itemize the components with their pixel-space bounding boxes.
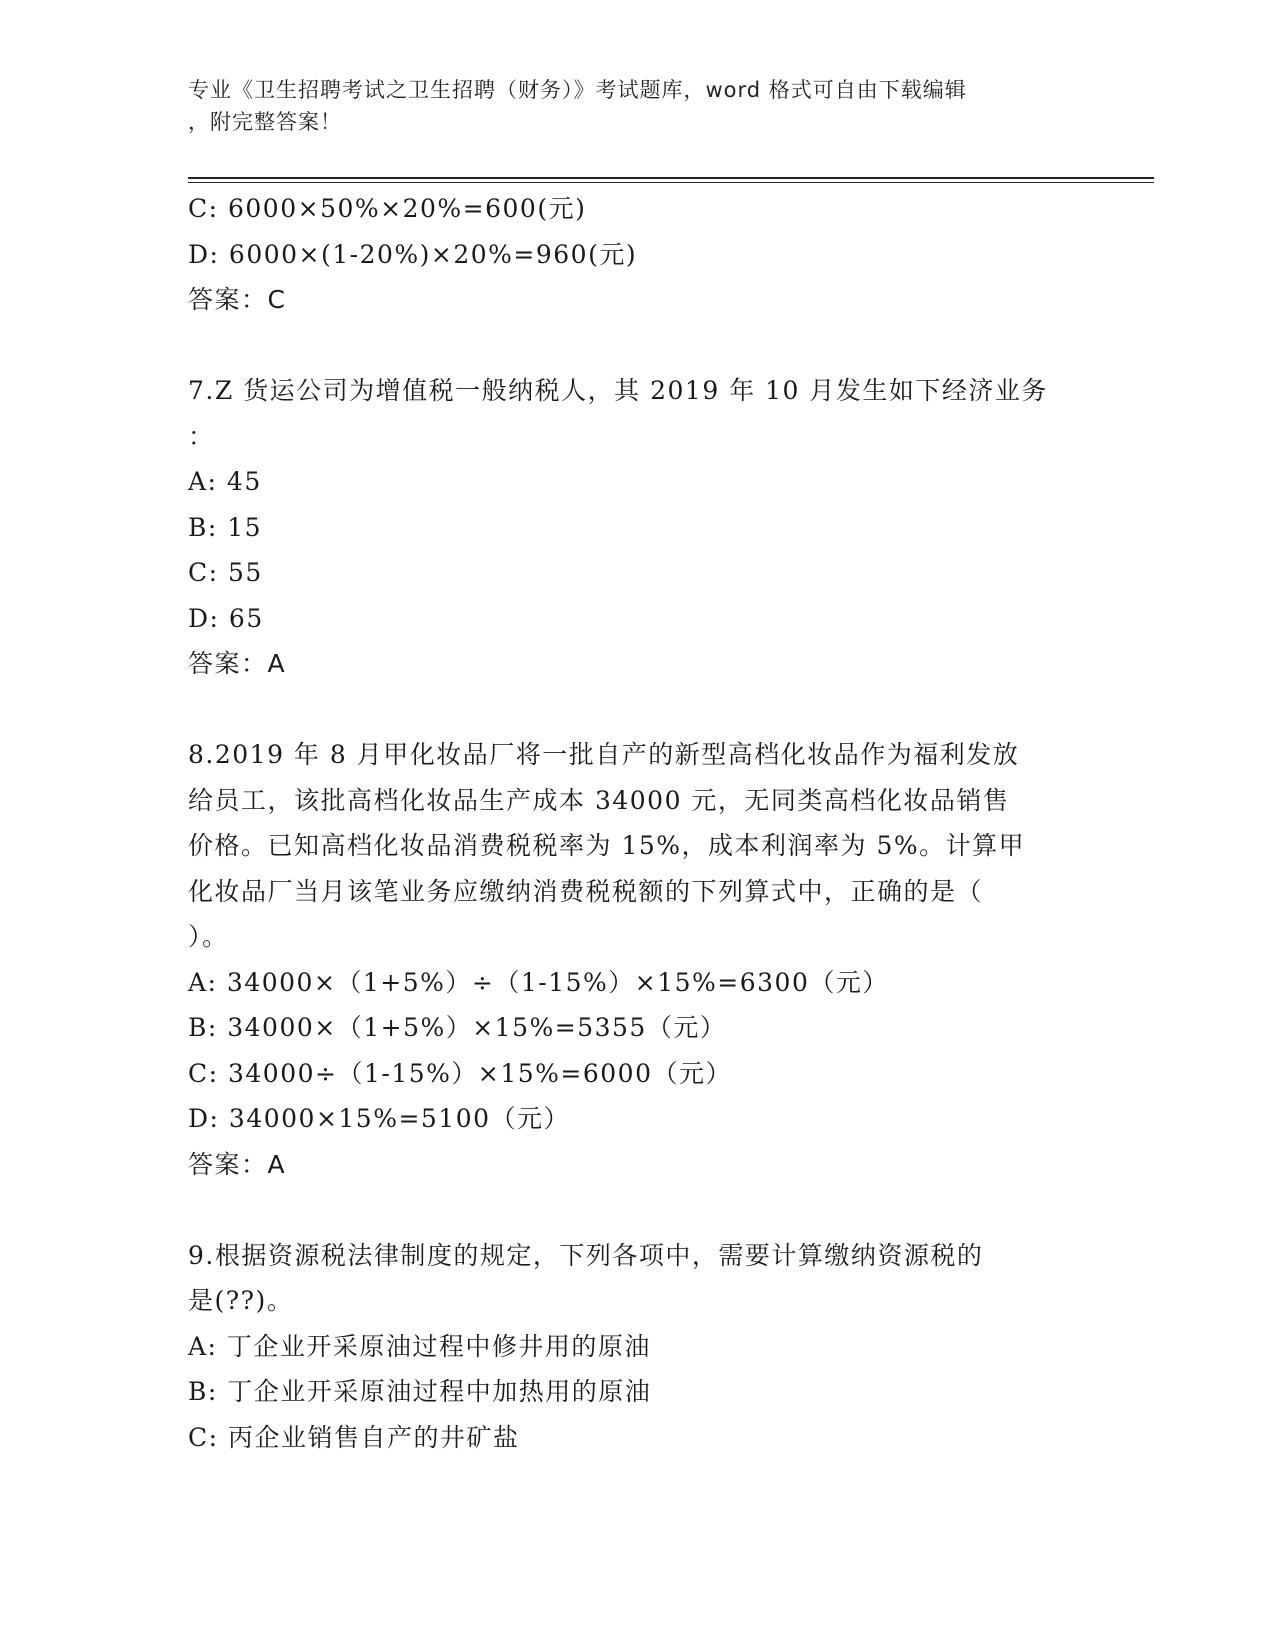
q8-stem-line-1: 8.2019 年 8 月甲化妆品厂将一批自产的新型高档化妆品作为福利发放 bbox=[188, 740, 1020, 769]
q7-option-c: C: 55 bbox=[188, 558, 263, 587]
q8-stem-line-5: ）。 bbox=[188, 922, 229, 951]
q8-stem-line-3: 价格。已知高档化妆品消费税税率为 15%，成本利润率为 5%。计算甲 bbox=[188, 831, 1026, 860]
q7-option-b: B: 15 bbox=[188, 512, 263, 542]
question-7 bbox=[188, 368, 1088, 687]
header-divider-thick bbox=[188, 177, 1154, 179]
q7-stem-line-2: ： bbox=[188, 421, 215, 451]
q8-option-c: C: 34000÷（1-15%）×15%=6000（元） bbox=[188, 1058, 732, 1088]
q9-option-c: C: 丙企业销售自产的井矿盐 bbox=[188, 1422, 520, 1452]
question-8 bbox=[188, 732, 1088, 1187]
header-divider-thin bbox=[188, 182, 1154, 183]
q8-stem-line-2: 给员工，该批高档化妆品生产成本 34000 元，无同类高档化妆品销售 bbox=[188, 785, 1010, 815]
header-line-2: ，附完整答案！ bbox=[188, 110, 342, 134]
spacer bbox=[188, 1187, 1088, 1233]
q8-stem-line-4: 化妆品厂当月该笔业务应缴纳消费税税额的下列算式中，正确的是（ bbox=[188, 876, 984, 906]
question-9 bbox=[188, 1233, 1088, 1461]
q8-answer: 答案：A bbox=[188, 1149, 287, 1179]
q6-option-c: C: 6000×50%×20%=600(元) bbox=[188, 194, 587, 223]
q7-stem-line-1: 7.Z 货运公司为增值税一般纳税人，其 2019 年 10 月发生如下经济业务 bbox=[188, 376, 1048, 405]
q9-stem-line-2: 是(??)。 bbox=[188, 1286, 294, 1315]
q9-stem-line-1: 9.根据资源税法律制度的规定，下列各项中，需要计算缴纳资源税的 bbox=[188, 1240, 984, 1270]
q6-answer: 答案：C bbox=[188, 285, 287, 314]
page-header bbox=[188, 74, 1068, 138]
q8-option-a: A: 34000×（1+5%）÷（1-15%）×15%=6300（元） bbox=[188, 967, 889, 997]
q9-option-b: B: 丁企业开采原油过程中加热用的原油 bbox=[188, 1377, 652, 1406]
q9-option-a: A: 丁企业开采原油过程中修井用的原油 bbox=[188, 1331, 651, 1361]
q7-option-a: A: 45 bbox=[188, 467, 262, 496]
spacer bbox=[188, 323, 1088, 369]
q6-option-d: D: 6000×(1-20%)×20%=960(元) bbox=[188, 239, 638, 269]
header-line-1: 专业《卫生招聘考试之卫生招聘（财务）》考试题库，word 格式可自由下载编辑 bbox=[188, 78, 967, 102]
q7-answer: 答案：A bbox=[188, 649, 287, 678]
question-content bbox=[188, 186, 1088, 1460]
spacer bbox=[188, 687, 1088, 733]
q8-option-b: B: 34000×（1+5%）×15%=5355（元） bbox=[188, 1013, 727, 1042]
q7-option-d: D: 65 bbox=[188, 603, 264, 633]
q8-option-d: D: 34000×15%=5100（元） bbox=[188, 1104, 571, 1133]
question-6-tail bbox=[188, 186, 1088, 323]
